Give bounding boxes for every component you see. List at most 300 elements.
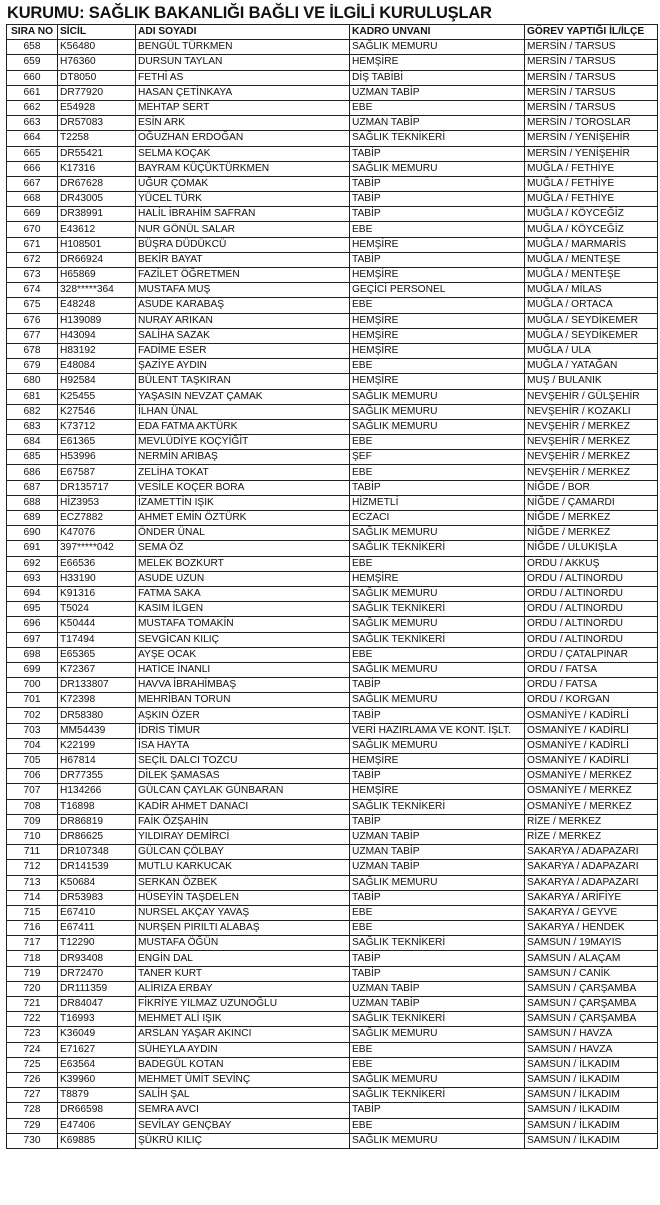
table-row — [7, 556, 658, 571]
cell-kadro-unvani: SAĞLIK TEKNİKERİ — [350, 936, 525, 951]
cell-sicil: DR72470 — [58, 966, 136, 981]
cell-sicil: K17316 — [58, 161, 136, 176]
table-row — [7, 693, 658, 708]
table-row — [7, 237, 658, 252]
table-row — [7, 617, 658, 632]
table-row — [7, 541, 658, 556]
cell-sira-no: 666 — [7, 161, 58, 176]
table-header-row — [7, 25, 658, 40]
cell-adi-soyadi: ASUDE UZUN — [136, 571, 350, 586]
cell-sira-no: 663 — [7, 116, 58, 131]
cell-sira-no: 725 — [7, 1057, 58, 1072]
table-row — [7, 495, 658, 510]
cell-sira-no: 715 — [7, 905, 58, 920]
cell-sicil: MM54439 — [58, 723, 136, 738]
table-row — [7, 85, 658, 100]
cell-adi-soyadi: NURAY ARIKAN — [136, 313, 350, 328]
cell-kadro-unvani: TABİP — [350, 480, 525, 495]
table-row — [7, 55, 658, 70]
cell-sicil: T17494 — [58, 632, 136, 647]
cell-sira-no: 680 — [7, 374, 58, 389]
table-row — [7, 1088, 658, 1103]
cell-kadro-unvani: TABİP — [350, 966, 525, 981]
cell-gorev-yeri: MUĞLA / KÖYCEĞİZ — [525, 207, 658, 222]
cell-gorev-yeri: MUĞLA / MARMARİS — [525, 237, 658, 252]
cell-sicil: K72367 — [58, 662, 136, 677]
cell-gorev-yeri: MERSİN / YENİŞEHİR — [525, 131, 658, 146]
cell-sicil: K47076 — [58, 526, 136, 541]
cell-sicil: K25455 — [58, 389, 136, 404]
cell-sira-no: 658 — [7, 40, 58, 55]
table-row — [7, 450, 658, 465]
cell-adi-soyadi: KASIM İLGEN — [136, 602, 350, 617]
cell-sicil: T5024 — [58, 602, 136, 617]
cell-sira-no: 713 — [7, 875, 58, 890]
cell-sira-no: 699 — [7, 662, 58, 677]
table-row — [7, 298, 658, 313]
cell-kadro-unvani: EBE — [350, 921, 525, 936]
cell-sira-no: 696 — [7, 617, 58, 632]
cell-adi-soyadi: FETHİ AS — [136, 70, 350, 85]
cell-gorev-yeri: MUĞLA / SEYDİKEMER — [525, 313, 658, 328]
cell-sicil: E61365 — [58, 435, 136, 450]
table-row — [7, 1103, 658, 1118]
cell-sira-no: 707 — [7, 784, 58, 799]
cell-gorev-yeri: SAMSUN / ALAÇAM — [525, 951, 658, 966]
cell-kadro-unvani: SAĞLIK MEMURU — [350, 40, 525, 55]
cell-sira-no: 730 — [7, 1133, 58, 1148]
cell-sira-no: 712 — [7, 860, 58, 875]
cell-kadro-unvani: SAĞLIK TEKNİKERİ — [350, 632, 525, 647]
cell-sicil: DR141539 — [58, 860, 136, 875]
cell-kadro-unvani: HEMŞİRE — [350, 237, 525, 252]
table-row — [7, 1042, 658, 1057]
cell-adi-soyadi: ŞÜKRÜ KILIÇ — [136, 1133, 350, 1148]
table-row — [7, 799, 658, 814]
cell-sicil: DR84047 — [58, 997, 136, 1012]
cell-gorev-yeri: ORDU / AKKUŞ — [525, 556, 658, 571]
table-row — [7, 647, 658, 662]
cell-gorev-yeri: SAMSUN / 19MAYIS — [525, 936, 658, 951]
cell-sira-no: 662 — [7, 100, 58, 115]
cell-adi-soyadi: İLHAN ÜNAL — [136, 404, 350, 419]
cell-gorev-yeri: SAKARYA / ADAPAZARI — [525, 860, 658, 875]
cell-kadro-unvani: TABİP — [350, 146, 525, 161]
cell-kadro-unvani: ŞEF — [350, 450, 525, 465]
cell-adi-soyadi: MEHMET ALİ IŞIK — [136, 1012, 350, 1027]
cell-sira-no: 728 — [7, 1103, 58, 1118]
cell-adi-soyadi: SALİHA SAZAK — [136, 328, 350, 343]
cell-sicil: K69885 — [58, 1133, 136, 1148]
cell-adi-soyadi: SÜHEYLA AYDIN — [136, 1042, 350, 1057]
column-header-kadro-unvani: KADRO UNVANI — [350, 25, 525, 40]
cell-sicil: K73712 — [58, 419, 136, 434]
cell-sira-no: 675 — [7, 298, 58, 313]
table-row — [7, 951, 658, 966]
cell-sira-no: 673 — [7, 268, 58, 283]
cell-adi-soyadi: TANER KURT — [136, 966, 350, 981]
cell-kadro-unvani: EBE — [350, 1042, 525, 1057]
cell-sira-no: 683 — [7, 419, 58, 434]
cell-gorev-yeri: MUĞLA / YATAĞAN — [525, 359, 658, 374]
cell-gorev-yeri: MUĞLA / SEYDİKEMER — [525, 328, 658, 343]
cell-sira-no: 672 — [7, 252, 58, 267]
cell-sicil: 397*****042 — [58, 541, 136, 556]
cell-gorev-yeri: NEVŞEHİR / MERKEZ — [525, 435, 658, 450]
table-row — [7, 860, 658, 875]
cell-sira-no: 694 — [7, 586, 58, 601]
table-row — [7, 738, 658, 753]
cell-adi-soyadi: ARSLAN YAŞAR AKINCI — [136, 1027, 350, 1042]
cell-adi-soyadi: SEMA ÖZ — [136, 541, 350, 556]
cell-sira-no: 691 — [7, 541, 58, 556]
cell-sicil: E47406 — [58, 1118, 136, 1133]
cell-adi-soyadi: EDA FATMA AKTÜRK — [136, 419, 350, 434]
table-row — [7, 662, 658, 677]
cell-sira-no: 686 — [7, 465, 58, 480]
cell-sicil: H43094 — [58, 328, 136, 343]
cell-sira-no: 664 — [7, 131, 58, 146]
cell-gorev-yeri: ORDU / ALTINORDU — [525, 586, 658, 601]
cell-kadro-unvani: GEÇİCİ PERSONEL — [350, 283, 525, 298]
cell-adi-soyadi: NERMİN ARIBAŞ — [136, 450, 350, 465]
cell-adi-soyadi: GÜLCAN ÇAYLAK GÜNBARAN — [136, 784, 350, 799]
cell-adi-soyadi: AYŞE OCAK — [136, 647, 350, 662]
cell-sicil: DR135717 — [58, 480, 136, 495]
cell-gorev-yeri: MUĞLA / MİLAS — [525, 283, 658, 298]
cell-gorev-yeri: SAMSUN / İLKADIM — [525, 1118, 658, 1133]
cell-sira-no: 660 — [7, 70, 58, 85]
cell-adi-soyadi: SEVGİCAN KILIÇ — [136, 632, 350, 647]
cell-kadro-unvani: EBE — [350, 100, 525, 115]
cell-gorev-yeri: SAMSUN / ÇARŞAMBA — [525, 1012, 658, 1027]
cell-sicil: DR107348 — [58, 845, 136, 860]
cell-sicil: H33190 — [58, 571, 136, 586]
cell-kadro-unvani: HEMŞİRE — [350, 313, 525, 328]
cell-gorev-yeri: MUĞLA / MENTEŞE — [525, 252, 658, 267]
cell-kadro-unvani: EBE — [350, 556, 525, 571]
table-row — [7, 1133, 658, 1148]
cell-gorev-yeri: MUŞ / BULANIK — [525, 374, 658, 389]
cell-sira-no: 669 — [7, 207, 58, 222]
cell-kadro-unvani: UZMAN TABİP — [350, 981, 525, 996]
cell-adi-soyadi: İSA HAYTA — [136, 738, 350, 753]
cell-kadro-unvani: TABİP — [350, 1103, 525, 1118]
cell-sicil: DR93408 — [58, 951, 136, 966]
table-row — [7, 480, 658, 495]
cell-kadro-unvani: TABİP — [350, 252, 525, 267]
cell-sira-no: 681 — [7, 389, 58, 404]
cell-gorev-yeri: MERSİN / TARSUS — [525, 70, 658, 85]
cell-adi-soyadi: ENGİN DAL — [136, 951, 350, 966]
cell-adi-soyadi: DURSUN TAYLAN — [136, 55, 350, 70]
cell-gorev-yeri: SAMSUN / ÇARŞAMBA — [525, 997, 658, 1012]
cell-sicil: T2258 — [58, 131, 136, 146]
cell-gorev-yeri: SAMSUN / İLKADIM — [525, 1057, 658, 1072]
cell-kadro-unvani: SAĞLIK MEMURU — [350, 875, 525, 890]
cell-gorev-yeri: MERSİN / TARSUS — [525, 100, 658, 115]
cell-adi-soyadi: HALİL İBRAHİM SAFRAN — [136, 207, 350, 222]
cell-kadro-unvani: HEMŞİRE — [350, 55, 525, 70]
cell-sira-no: 705 — [7, 754, 58, 769]
cell-kadro-unvani: EBE — [350, 359, 525, 374]
cell-sicil: E67410 — [58, 905, 136, 920]
cell-gorev-yeri: SAKARYA / ARİFİYE — [525, 890, 658, 905]
cell-gorev-yeri: NİĞDE / ÇAMARDI — [525, 495, 658, 510]
cell-sira-no: 695 — [7, 602, 58, 617]
cell-kadro-unvani: DİŞ TABİBİ — [350, 70, 525, 85]
cell-sira-no: 714 — [7, 890, 58, 905]
cell-kadro-unvani: EBE — [350, 905, 525, 920]
cell-sira-no: 701 — [7, 693, 58, 708]
cell-adi-soyadi: SEÇİL DALCI TOZCU — [136, 754, 350, 769]
cell-sicil: H92584 — [58, 374, 136, 389]
cell-kadro-unvani: UZMAN TABİP — [350, 829, 525, 844]
cell-adi-soyadi: HASAN ÇETİNKAYA — [136, 85, 350, 100]
cell-sicil: DR111359 — [58, 981, 136, 996]
cell-kadro-unvani: TABİP — [350, 769, 525, 784]
cell-adi-soyadi: MUSTAFA ÖĞÜN — [136, 936, 350, 951]
table-row — [7, 40, 658, 55]
table-row — [7, 100, 658, 115]
cell-sira-no: 682 — [7, 404, 58, 419]
cell-sira-no: 667 — [7, 176, 58, 191]
table-row — [7, 131, 658, 146]
cell-kadro-unvani: HEMŞİRE — [350, 571, 525, 586]
table-row — [7, 328, 658, 343]
cell-gorev-yeri: MUĞLA / MENTEŞE — [525, 268, 658, 283]
table-row — [7, 708, 658, 723]
table-body — [7, 40, 658, 1149]
table-row — [7, 116, 658, 131]
cell-gorev-yeri: NEVŞEHİR / GÜLŞEHİR — [525, 389, 658, 404]
cell-gorev-yeri: NİĞDE / MERKEZ — [525, 526, 658, 541]
cell-sira-no: 704 — [7, 738, 58, 753]
cell-gorev-yeri: MUĞLA / FETHİYE — [525, 192, 658, 207]
cell-kadro-unvani: TABİP — [350, 951, 525, 966]
cell-sicil: H76360 — [58, 55, 136, 70]
table-row — [7, 784, 658, 799]
cell-adi-soyadi: FATMA SAKA — [136, 586, 350, 601]
table-row — [7, 192, 658, 207]
cell-sira-no: 702 — [7, 708, 58, 723]
cell-adi-soyadi: MEHMET ÜMİT SEVİNÇ — [136, 1072, 350, 1087]
cell-adi-soyadi: BAYRAM KÜÇÜKTÜRKMEN — [136, 161, 350, 176]
cell-gorev-yeri: MUĞLA / KÖYCEĞİZ — [525, 222, 658, 237]
cell-adi-soyadi: MUTLU KARKUCAK — [136, 860, 350, 875]
cell-sicil: K50444 — [58, 617, 136, 632]
column-header-sira-no: SIRA NO — [7, 25, 58, 40]
cell-gorev-yeri: MUĞLA / ORTACA — [525, 298, 658, 313]
cell-sicil: K39960 — [58, 1072, 136, 1087]
cell-adi-soyadi: OĞUZHAN ERDOĞAN — [136, 131, 350, 146]
cell-sicil: DR57083 — [58, 116, 136, 131]
cell-sicil: H65869 — [58, 268, 136, 283]
cell-kadro-unvani: TABİP — [350, 708, 525, 723]
table-row — [7, 313, 658, 328]
cell-adi-soyadi: BÜŞRA DÜDÜKCÜ — [136, 237, 350, 252]
cell-sicil: E63564 — [58, 1057, 136, 1072]
table-row — [7, 875, 658, 890]
cell-sira-no: 723 — [7, 1027, 58, 1042]
cell-sira-no: 678 — [7, 343, 58, 358]
cell-gorev-yeri: OSMANİYE / KADİRLİ — [525, 738, 658, 753]
cell-sira-no: 661 — [7, 85, 58, 100]
cell-sira-no: 668 — [7, 192, 58, 207]
table-row — [7, 571, 658, 586]
cell-gorev-yeri: SAKARYA / GEYVE — [525, 905, 658, 920]
cell-sicil: H139089 — [58, 313, 136, 328]
cell-sira-no: 689 — [7, 511, 58, 526]
cell-gorev-yeri: ORDU / ALTINORDU — [525, 632, 658, 647]
cell-sicil: E67587 — [58, 465, 136, 480]
cell-sicil: DR86819 — [58, 814, 136, 829]
cell-adi-soyadi: YILDIRAY DEMİRCİ — [136, 829, 350, 844]
cell-adi-soyadi: İDRİS TİMUR — [136, 723, 350, 738]
cell-gorev-yeri: RİZE / MERKEZ — [525, 814, 658, 829]
cell-sicil: K50684 — [58, 875, 136, 890]
table-row — [7, 829, 658, 844]
cell-adi-soyadi: BÜLENT TAŞKIRAN — [136, 374, 350, 389]
cell-sicil: H108501 — [58, 237, 136, 252]
cell-sicil: K91316 — [58, 586, 136, 601]
table-row — [7, 268, 658, 283]
cell-kadro-unvani: HEMŞİRE — [350, 374, 525, 389]
cell-sicil: E71627 — [58, 1042, 136, 1057]
cell-sicil: E43612 — [58, 222, 136, 237]
cell-sicil: T8879 — [58, 1088, 136, 1103]
table-row — [7, 465, 658, 480]
cell-kadro-unvani: SAĞLIK MEMURU — [350, 617, 525, 632]
cell-kadro-unvani: UZMAN TABİP — [350, 845, 525, 860]
cell-sira-no: 698 — [7, 647, 58, 662]
cell-gorev-yeri: SAMSUN / ÇARŞAMBA — [525, 981, 658, 996]
cell-gorev-yeri: SAMSUN / İLKADIM — [525, 1072, 658, 1087]
cell-adi-soyadi: ESİN ARK — [136, 116, 350, 131]
cell-sira-no: 685 — [7, 450, 58, 465]
cell-kadro-unvani: VERİ HAZIRLAMA VE KONT. İŞLT. — [350, 723, 525, 738]
table-row — [7, 359, 658, 374]
table-row — [7, 723, 658, 738]
table-row — [7, 389, 658, 404]
cell-kadro-unvani: UZMAN TABİP — [350, 860, 525, 875]
cell-sicil: K22199 — [58, 738, 136, 753]
cell-sicil: DR66598 — [58, 1103, 136, 1118]
table-row — [7, 404, 658, 419]
cell-adi-soyadi: FAİK ÖZŞAHİN — [136, 814, 350, 829]
cell-adi-soyadi: NURSEL AKÇAY YAVAŞ — [136, 905, 350, 920]
cell-sira-no: 709 — [7, 814, 58, 829]
cell-sira-no: 720 — [7, 981, 58, 996]
cell-gorev-yeri: NEVŞEHİR / MERKEZ — [525, 450, 658, 465]
table-row — [7, 252, 658, 267]
cell-gorev-yeri: ORDU / FATSA — [525, 662, 658, 677]
table-row — [7, 1012, 658, 1027]
cell-sicil: K27546 — [58, 404, 136, 419]
cell-sicil: H83192 — [58, 343, 136, 358]
cell-adi-soyadi: MEVLÜDİYE KOÇYİĞİT — [136, 435, 350, 450]
cell-adi-soyadi: ALİRIZA ERBAY — [136, 981, 350, 996]
table-row — [7, 161, 658, 176]
cell-sicil: H67814 — [58, 754, 136, 769]
cell-sicil: DR43005 — [58, 192, 136, 207]
cell-gorev-yeri: NEVŞEHİR / MERKEZ — [525, 419, 658, 434]
cell-adi-soyadi: SERKAN ÖZBEK — [136, 875, 350, 890]
table-row — [7, 769, 658, 784]
page-title: KURUMU: SAĞLIK BAKANLIĞI BAĞLI VE İLGİLİ KURULUŞLAR — [7, 4, 492, 22]
cell-kadro-unvani: SAĞLIK MEMURU — [350, 526, 525, 541]
cell-kadro-unvani: SAĞLIK TEKNİKERİ — [350, 541, 525, 556]
cell-gorev-yeri: SAMSUN / HAVZA — [525, 1042, 658, 1057]
cell-adi-soyadi: SELMA KOÇAK — [136, 146, 350, 161]
column-header-sicil: SİCİL — [58, 25, 136, 40]
cell-adi-soyadi: HAVVA İBRAHİMBAŞ — [136, 678, 350, 693]
cell-kadro-unvani: SAĞLIK MEMURU — [350, 586, 525, 601]
cell-gorev-yeri: ORDU / ALTINORDU — [525, 602, 658, 617]
cell-kadro-unvani: TABİP — [350, 814, 525, 829]
cell-kadro-unvani: SAĞLIK TEKNİKERİ — [350, 1088, 525, 1103]
cell-gorev-yeri: NİĞDE / BOR — [525, 480, 658, 495]
cell-sira-no: 674 — [7, 283, 58, 298]
table-row — [7, 283, 658, 298]
cell-adi-soyadi: YÜCEL TÜRK — [136, 192, 350, 207]
cell-kadro-unvani: SAĞLIK MEMURU — [350, 738, 525, 753]
cell-sicil: 328*****364 — [58, 283, 136, 298]
cell-kadro-unvani: HEMŞİRE — [350, 328, 525, 343]
table-row — [7, 936, 658, 951]
cell-adi-soyadi: MUSTAFA TOMAKİN — [136, 617, 350, 632]
cell-gorev-yeri: NEVŞEHİR / KOZAKLI — [525, 404, 658, 419]
cell-gorev-yeri: OSMANİYE / MERKEZ — [525, 769, 658, 784]
cell-kadro-unvani: EBE — [350, 1057, 525, 1072]
cell-gorev-yeri: RİZE / MERKEZ — [525, 829, 658, 844]
table-row — [7, 176, 658, 191]
cell-adi-soyadi: MUSTAFA MUŞ — [136, 283, 350, 298]
cell-adi-soyadi: HÜSEYİN TAŞDELEN — [136, 890, 350, 905]
cell-kadro-unvani: UZMAN TABİP — [350, 116, 525, 131]
cell-adi-soyadi: NUR GÖNÜL SALAR — [136, 222, 350, 237]
cell-gorev-yeri: NEVŞEHİR / MERKEZ — [525, 465, 658, 480]
cell-sira-no: 706 — [7, 769, 58, 784]
table-row — [7, 905, 658, 920]
cell-gorev-yeri: MUĞLA / FETHİYE — [525, 161, 658, 176]
table-row — [7, 586, 658, 601]
cell-kadro-unvani: SAĞLIK MEMURU — [350, 419, 525, 434]
cell-kadro-unvani: EBE — [350, 435, 525, 450]
cell-adi-soyadi: BENGÜL TÜRKMEN — [136, 40, 350, 55]
cell-sira-no: 687 — [7, 480, 58, 495]
cell-sicil: ECZ7882 — [58, 511, 136, 526]
cell-adi-soyadi: BADEGÜL KOTAN — [136, 1057, 350, 1072]
cell-sicil: DT8050 — [58, 70, 136, 85]
cell-adi-soyadi: ASUDE KARABAŞ — [136, 298, 350, 313]
table-row — [7, 921, 658, 936]
table-row — [7, 526, 658, 541]
cell-gorev-yeri: SAMSUN / İLKADIM — [525, 1088, 658, 1103]
table-row — [7, 966, 658, 981]
table-row — [7, 845, 658, 860]
cell-adi-soyadi: KADİR AHMET DANACI — [136, 799, 350, 814]
cell-gorev-yeri: SAMSUN / İLKADIM — [525, 1103, 658, 1118]
cell-gorev-yeri: SAMSUN / CANİK — [525, 966, 658, 981]
cell-kadro-unvani: UZMAN TABİP — [350, 997, 525, 1012]
cell-sira-no: 676 — [7, 313, 58, 328]
cell-gorev-yeri: MUĞLA / ULA — [525, 343, 658, 358]
cell-gorev-yeri: NİĞDE / ULUKIŞLA — [525, 541, 658, 556]
cell-kadro-unvani: SAĞLIK TEKNİKERİ — [350, 1012, 525, 1027]
cell-sira-no: 665 — [7, 146, 58, 161]
cell-adi-soyadi: VESİLE KOÇER BORA — [136, 480, 350, 495]
